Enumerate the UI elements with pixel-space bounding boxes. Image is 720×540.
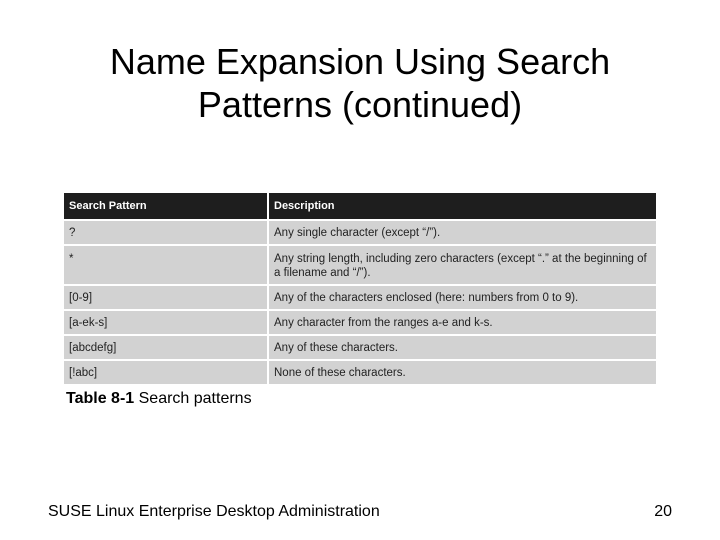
- description-cell: Any single character (except “/”).: [269, 221, 656, 244]
- description-cell: None of these characters.: [269, 361, 656, 384]
- slide-title-line2: Patterns (continued): [197, 84, 523, 125]
- caption-label: Table 8-1: [66, 390, 135, 407]
- header-search-pattern: Search Pattern: [64, 193, 267, 219]
- pattern-cell: *: [64, 246, 267, 284]
- description-cell: Any of the characters enclosed (here: numbers from 0 to 9).: [269, 286, 656, 309]
- table-row: [64, 221, 656, 246]
- table-row: [64, 336, 656, 361]
- description-cell: Any character from the ranges a-e and k-s.: [269, 311, 656, 334]
- description-cell: Any string length, including zero characters (except “.” at the beginning of a filename and “/”).: [269, 246, 656, 284]
- pattern-cell: [abcdefg]: [64, 336, 267, 359]
- table-header-row: [64, 193, 656, 221]
- table-row: [64, 286, 656, 311]
- footer-course-title: SUSE Linux Enterprise Desktop Administration: [48, 503, 380, 520]
- slide-title: [60, 40, 660, 126]
- pattern-cell: [a-ek-s]: [64, 311, 267, 334]
- pattern-cell: [!abc]: [64, 361, 267, 384]
- description-cell: Any of these characters.: [269, 336, 656, 359]
- caption-text: Search patterns: [134, 390, 252, 407]
- pattern-cell: ?: [64, 221, 267, 244]
- page-number: 20: [654, 503, 672, 520]
- table-row: [64, 246, 656, 286]
- search-patterns-table: [64, 193, 656, 386]
- table-row: [64, 361, 656, 386]
- header-description: Description: [269, 193, 656, 219]
- table-row: [64, 311, 656, 336]
- slide-title-line1: Name Expansion Using Search: [109, 41, 611, 82]
- pattern-cell: [0-9]: [64, 286, 267, 309]
- table-caption: [66, 390, 252, 408]
